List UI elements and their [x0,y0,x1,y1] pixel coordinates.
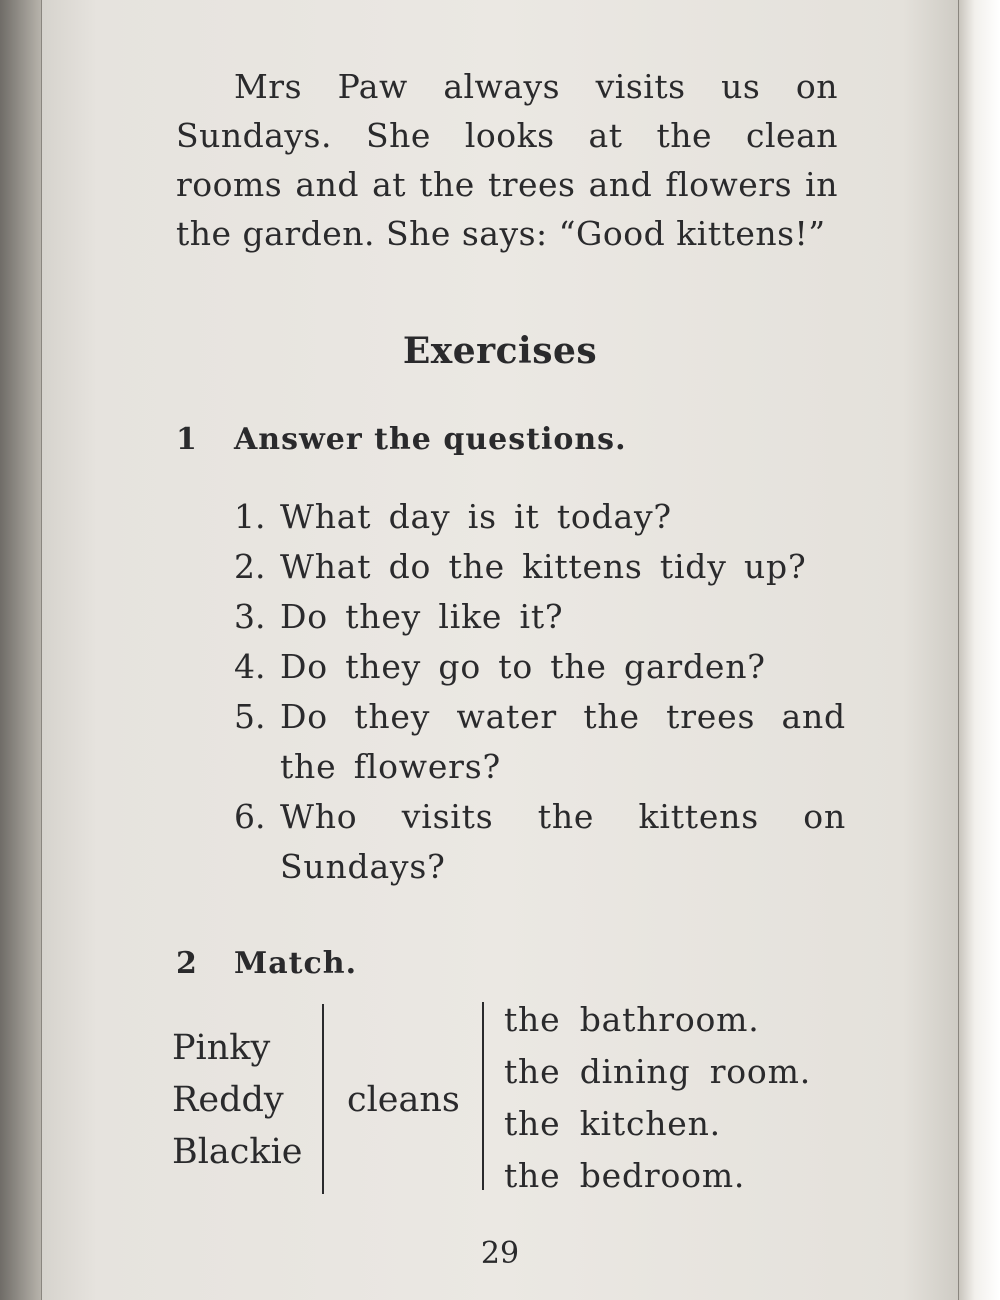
name-column [172,1022,303,1178]
question-item [234,592,846,642]
exercise-2-instruction: Match. [234,946,358,981]
intro-paragraph: Mrs Paw always visits us on Sundays. She looks at the clean rooms and at the trees and flowers in the garden. She says: “Good kittens!” [176,67,838,253]
question-item [234,792,846,892]
match-table [172,1000,852,1200]
exercise-2-number: 2 [176,946,198,981]
question-item [234,542,846,592]
room-item: the bedroom. [504,1156,746,1195]
exercise-1-instruction: Answer the questions. [234,422,627,457]
question-number: 4. [234,647,266,686]
question-text: What day is it today? [280,497,672,536]
question-text: Do they go to the garden? [280,647,766,686]
question-number: 2. [234,547,266,586]
name-item: Blackie [172,1132,303,1172]
verb-cell: cleans [347,1080,460,1120]
column-divider [322,1004,324,1194]
question-number: 6. [234,797,266,836]
question-text: Do they water the trees and the flowers? [280,697,846,786]
question-text: What do the kittens tidy up? [280,547,807,586]
section-heading: Exercises [402,330,598,372]
page-number: 29 [480,1236,520,1271]
exercise-1-header [176,422,627,457]
exercise-2-header [176,946,357,981]
room-item: the kitchen. [504,1104,721,1143]
room-column [504,994,811,1202]
question-number: 5. [234,697,266,736]
question-item [234,692,846,792]
question-number: 3. [234,597,266,636]
name-item: Pinky [172,1028,271,1068]
question-text: Do they like it? [280,597,564,636]
room-item: the dining room. [504,1052,811,1091]
room-item: the bathroom. [504,1000,760,1039]
name-item: Reddy [172,1080,284,1120]
column-divider [482,1002,484,1190]
exercise-1-number: 1 [176,422,198,457]
question-number: 1. [234,497,266,536]
page-edge [958,0,1000,1300]
question-list [234,492,846,892]
question-item [234,492,846,542]
question-item [234,642,846,692]
question-text: Who visits the kittens on Sundays? [280,797,846,886]
book-spine-shadow [0,0,42,1300]
